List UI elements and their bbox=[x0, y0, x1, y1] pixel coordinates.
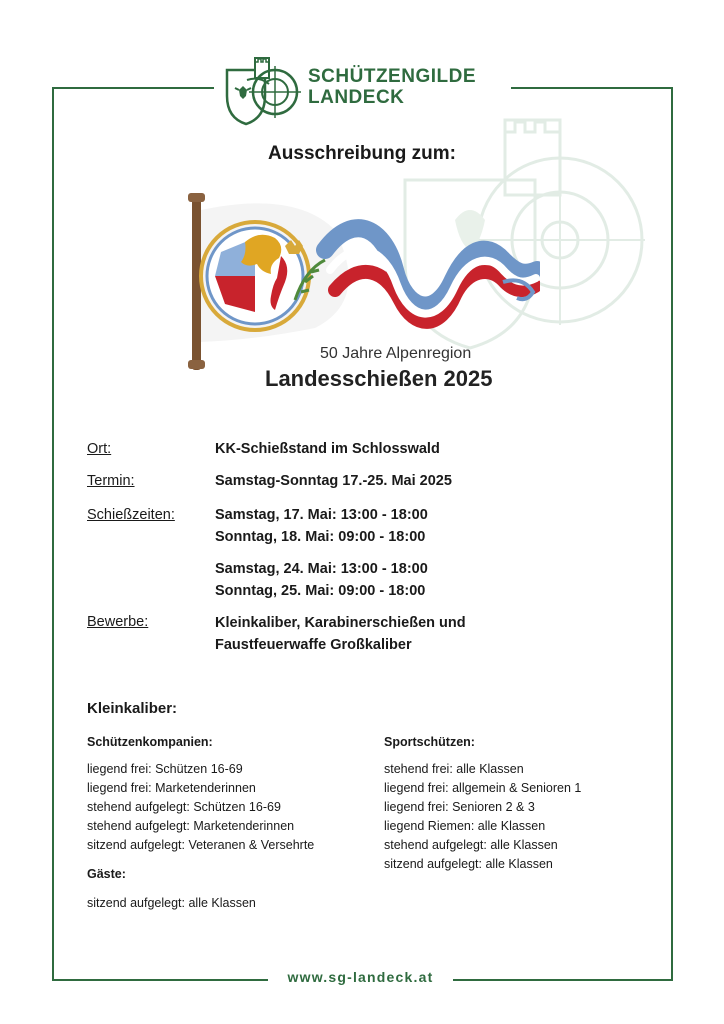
list-item: stehend aufgelegt: Marketenderinnen bbox=[87, 819, 295, 833]
bewerbe-label: Bewerbe: bbox=[87, 614, 149, 630]
schiesszeit-4: Sonntag, 25. Mai: 09:00 - 18:00 bbox=[215, 583, 426, 599]
list-item: sitzend aufgelegt: Veteranen & Versehrte bbox=[87, 838, 315, 852]
frame-left bbox=[52, 87, 54, 981]
list-item: stehend aufgelegt: alle Klassen bbox=[384, 838, 558, 852]
gaeste-heading: Gäste: bbox=[87, 867, 126, 881]
frame-right bbox=[671, 87, 673, 981]
list-item: sitzend aufgelegt: alle Klassen bbox=[87, 896, 256, 910]
sportschuetzen-list bbox=[384, 760, 581, 874]
schiesszeit-3: Samstag, 24. Mai: 13:00 - 18:00 bbox=[215, 561, 428, 577]
club-crest-icon bbox=[225, 56, 301, 126]
list-item: liegend frei: Senioren 2 & 3 bbox=[384, 800, 535, 814]
list-item: stehend frei: alle Klassen bbox=[384, 762, 524, 776]
termin-label: Termin: bbox=[87, 473, 135, 489]
gaeste-list bbox=[87, 894, 256, 913]
event-subtitle: 50 Jahre Alpenregion bbox=[320, 345, 472, 362]
club-name-line2: LANDECK bbox=[308, 87, 405, 108]
club-name bbox=[308, 66, 476, 108]
schiesszeit-1: Samstag, 17. Mai: 13:00 - 18:00 bbox=[215, 507, 428, 523]
ort-label: Ort: bbox=[87, 441, 112, 457]
list-item: liegend frei: allgemein & Senioren 1 bbox=[384, 781, 582, 795]
frame-top-right bbox=[511, 87, 673, 89]
frame-bottom-left bbox=[52, 979, 268, 981]
bewerbe-line-2: Faustfeuerwaffe Großkaliber bbox=[215, 637, 412, 653]
bewerbe-line-1: Kleinkaliber, Karabinerschießen und bbox=[215, 615, 466, 631]
frame-top-left bbox=[52, 87, 214, 89]
footer-website-link[interactable]: www.sg-landeck.at bbox=[287, 969, 434, 985]
event-flag-logo-icon bbox=[185, 190, 540, 370]
list-item: sitzend aufgelegt: alle Klassen bbox=[384, 857, 553, 871]
list-item: stehend aufgelegt: Schützen 16-69 bbox=[87, 800, 281, 814]
sportschuetzen-heading: Sportschützen: bbox=[384, 735, 475, 749]
page-heading: Ausschreibung zum: bbox=[268, 143, 456, 164]
list-item: liegend frei: Marketenderinnen bbox=[87, 781, 256, 795]
frame-bottom-right bbox=[453, 979, 673, 981]
schiesszeit-2: Sonntag, 18. Mai: 09:00 - 18:00 bbox=[215, 529, 426, 545]
schuetzenkompanien-heading: Schützenkompanien: bbox=[87, 735, 213, 749]
kleinkaliber-title: Kleinkaliber: bbox=[87, 700, 178, 717]
termin-value: Samstag-Sonntag 17.-25. Mai 2025 bbox=[215, 473, 452, 489]
list-item: liegend Riemen: alle Klassen bbox=[384, 819, 546, 833]
schiesszeiten-label: Schießzeiten: bbox=[87, 507, 175, 523]
list-item: liegend frei: Schützen 16-69 bbox=[87, 762, 243, 776]
schuetzenkompanien-list bbox=[87, 760, 314, 855]
ort-value: KK-Schießstand im Schlosswald bbox=[215, 441, 440, 457]
event-title: Landesschießen 2025 bbox=[265, 366, 493, 391]
club-name-line1: SCHÜTZENGILDE bbox=[308, 66, 476, 87]
